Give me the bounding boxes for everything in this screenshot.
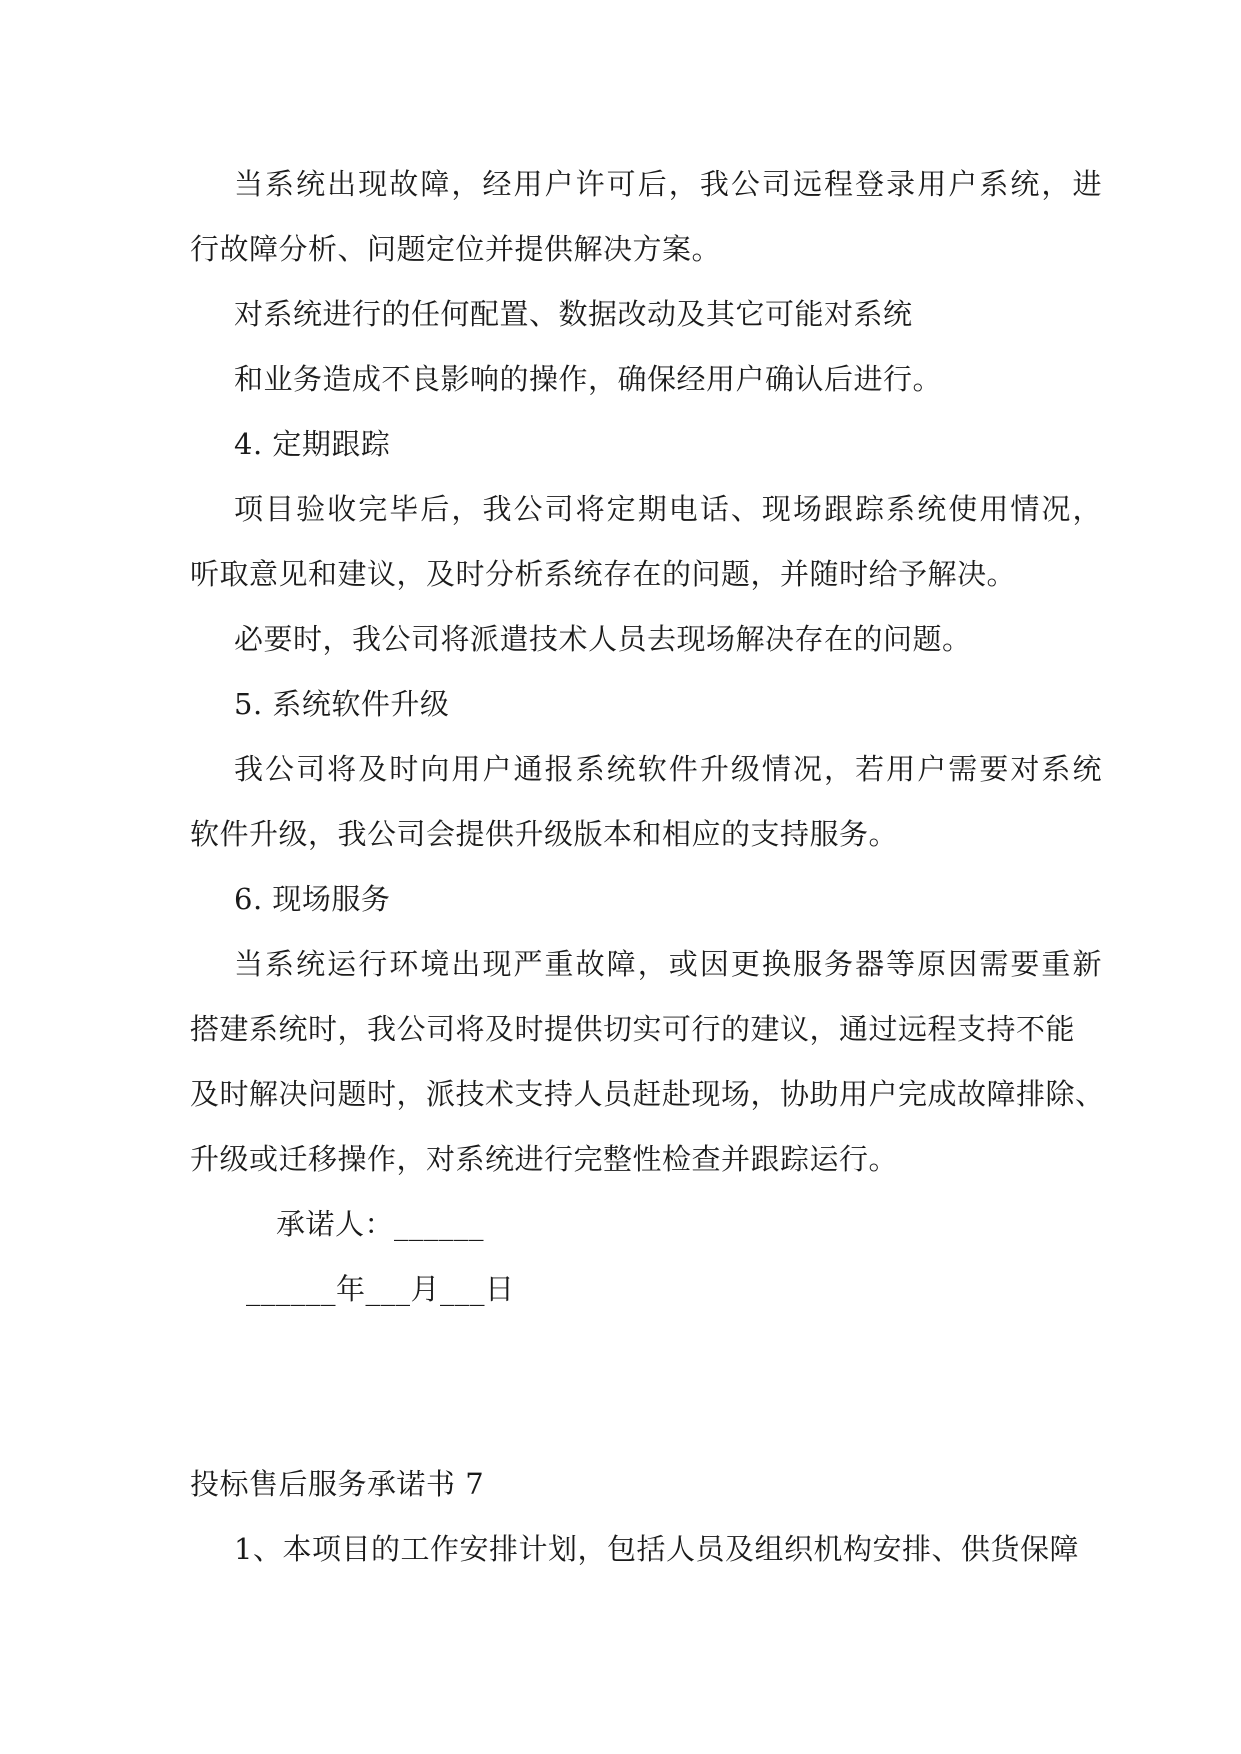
paragraph-line: 及时解决问题时，派技术支持人员赶赴现场，协助用户完成故障排除、 xyxy=(190,1077,1105,1111)
paragraph-line: 听取意见和建议，及时分析系统存在的问题，并随时给予解决。 xyxy=(190,557,1017,591)
paragraph-line: 软件升级，我公司会提供升级版本和相应的支持服务。 xyxy=(190,817,899,851)
paragraph-line: 项目验收完毕后，我公司将定期电话、现场跟踪系统使用情况， xyxy=(234,492,1102,526)
section-heading: 6. 现场服务 xyxy=(234,882,391,916)
paragraph-line: 我公司将及时向用户通报系统软件升级情况，若用户需要对系统 xyxy=(234,752,1102,786)
paragraph-line: 1、本项目的工作安排计划，包括人员及组织机构安排、供货保障 xyxy=(234,1532,1079,1566)
paragraph-line: 升级或迁移操作，对系统进行完整性检查并跟踪运行。 xyxy=(190,1142,899,1176)
signature-line: 承诺人：______ xyxy=(276,1207,485,1241)
document-title: 投标售后服务承诺书 7 xyxy=(190,1467,485,1501)
date-line: ______年___月___日 xyxy=(246,1272,515,1306)
paragraph-line: 必要时，我公司将派遣技术人员去现场解决存在的问题。 xyxy=(234,622,972,656)
paragraph-line: 对系统进行的任何配置、数据改动及其它可能对系统 xyxy=(234,297,913,331)
paragraph-line: 当系统运行环境出现严重故障，或因更换服务器等原因需要重新 xyxy=(234,947,1102,981)
paragraph-line: 搭建系统时，我公司将及时提供切实可行的建议，通过远程支持不能 xyxy=(190,1012,1076,1046)
paragraph-line: 当系统出现故障，经用户许可后，我公司远程登录用户系统，进 xyxy=(234,167,1102,201)
section-heading: 4. 定期跟踪 xyxy=(234,427,391,461)
paragraph-line: 行故障分析、问题定位并提供解决方案。 xyxy=(190,232,722,266)
section-heading: 5. 系统软件升级 xyxy=(234,687,450,721)
paragraph-line: 和业务造成不良影响的操作，确保经用户确认后进行。 xyxy=(234,362,943,396)
